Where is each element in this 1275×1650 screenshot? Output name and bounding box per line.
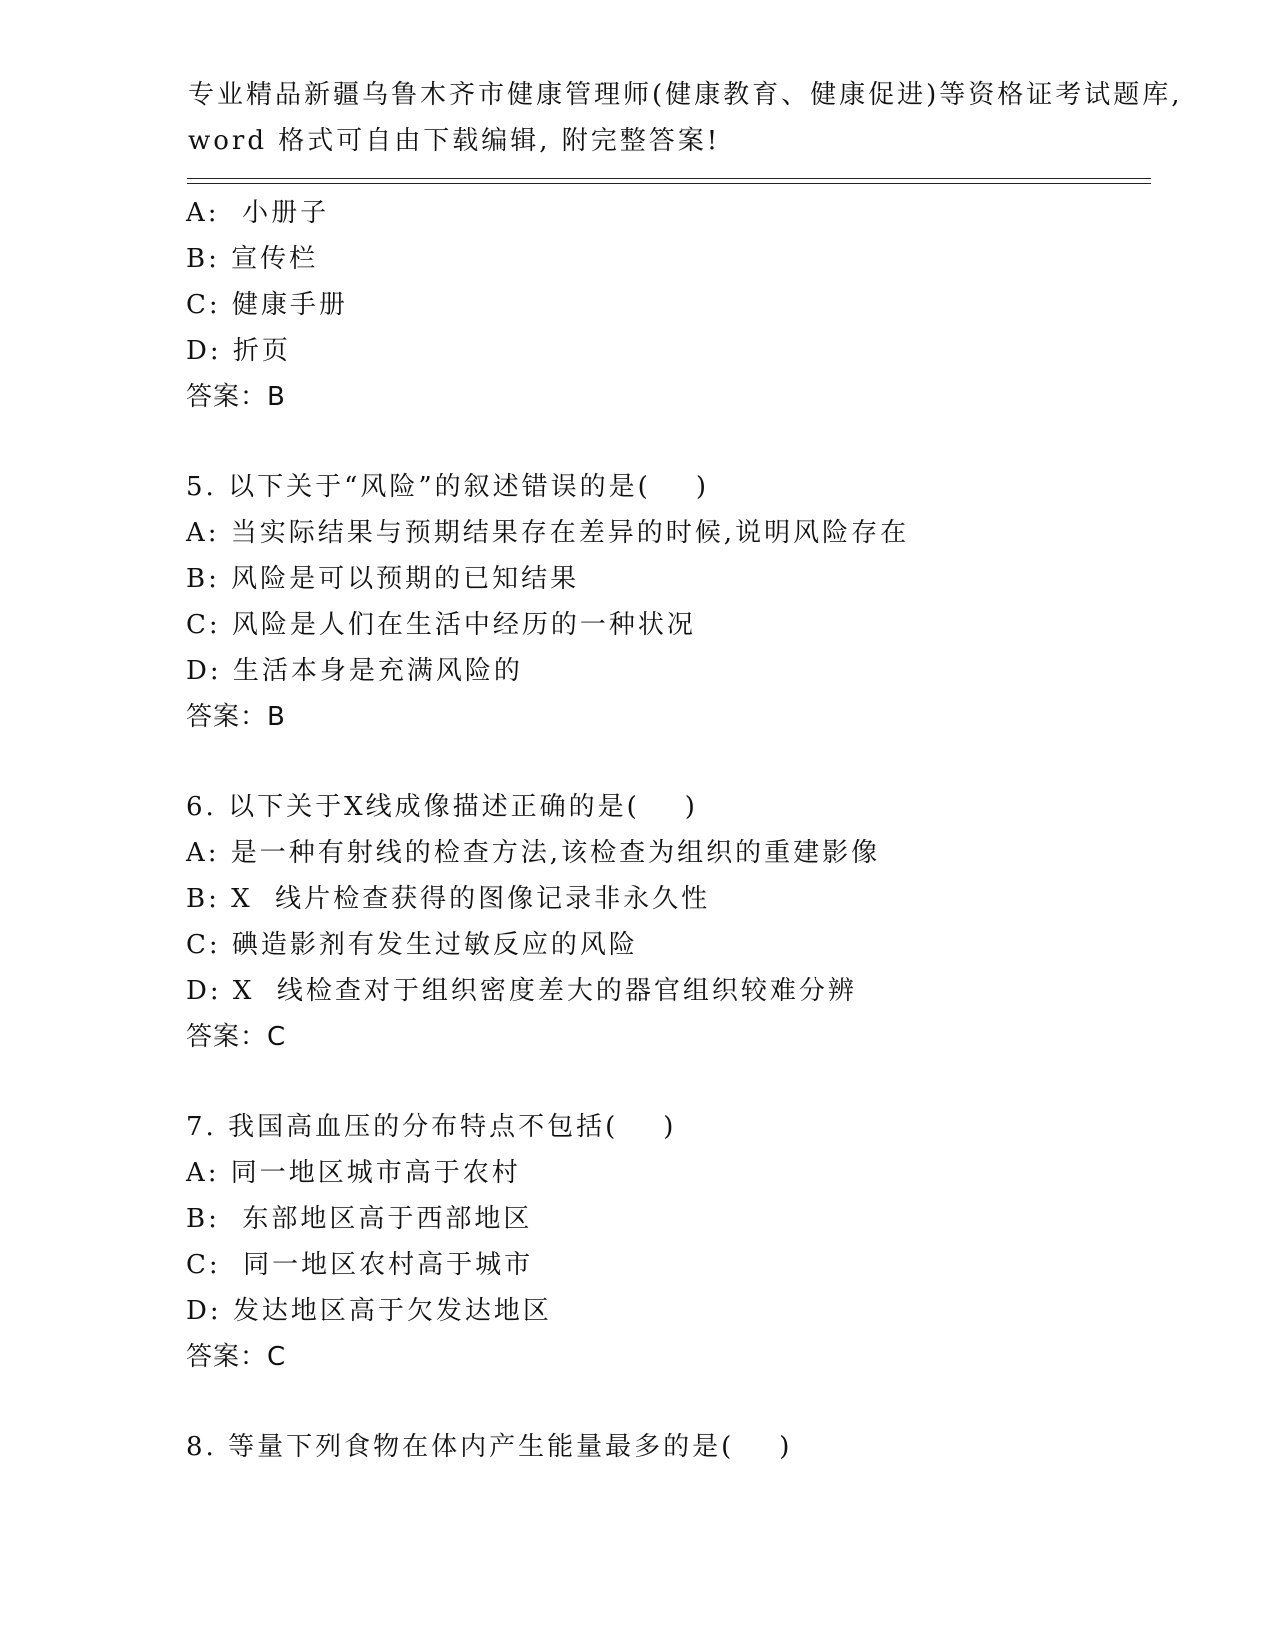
option-d: D: 发达地区高于欠发达地区 xyxy=(186,1296,552,1326)
answer: 答案：B xyxy=(186,382,286,412)
question-text: 6. 以下关于X线成像描述正确的是( ) xyxy=(186,792,698,822)
option-a: A: 小册子 xyxy=(186,198,330,228)
option-c: C: 健康手册 xyxy=(186,290,348,320)
answer: 答案：B xyxy=(186,702,286,732)
header-line-1: 专业精品新疆乌鲁木齐市健康管理师(健康教育、健康促进)等资格证考试题库, xyxy=(188,80,1183,110)
question-text: 7. 我国高血压的分布特点不包括( ) xyxy=(186,1112,677,1142)
question-text: 8. 等量下列食物在体内产生能量最多的是( ) xyxy=(186,1432,793,1462)
option-b: B: 宣传栏 xyxy=(186,244,319,274)
option-c: C: 碘造影剂有发生过敏反应的风险 xyxy=(186,930,638,960)
option-a: A: 同一地区城市高于农村 xyxy=(186,1158,521,1188)
question-5-block xyxy=(186,464,1146,740)
option-b: B: 东部地区高于西部地区 xyxy=(186,1204,533,1234)
header-divider xyxy=(187,178,1151,184)
document-header xyxy=(188,72,1183,164)
header-line-2: word 格式可自由下载编辑, 附完整答案! xyxy=(188,126,721,156)
question-text: 5. 以下关于“风险”的叙述错误的是( ) xyxy=(186,472,710,502)
option-b: B: X 线片检查获得的图像记录非永久性 xyxy=(186,884,711,914)
question-8-block xyxy=(186,1424,1146,1470)
question-list xyxy=(186,190,1146,1470)
option-c: C: 风险是人们在生活中经历的一种状况 xyxy=(186,610,696,640)
option-d: D: 生活本身是充满风险的 xyxy=(186,656,523,686)
option-d: D: X 线检查对于组织密度差大的器官组织较难分辨 xyxy=(186,976,857,1006)
answer: 答案：C xyxy=(186,1342,287,1372)
option-a: A: 当实际结果与预期结果存在差异的时候,说明风险存在 xyxy=(186,518,910,548)
option-d: D: 折页 xyxy=(186,336,291,366)
question-7-block xyxy=(186,1104,1146,1380)
option-a: A: 是一种有射线的检查方法,该检查为组织的重建影像 xyxy=(186,838,881,868)
answer: 答案：C xyxy=(186,1022,287,1052)
question-4-block xyxy=(186,190,1146,420)
option-b: B: 风险是可以预期的已知结果 xyxy=(186,564,580,594)
question-6-block xyxy=(186,784,1146,1060)
option-c: C: 同一地区农村高于城市 xyxy=(186,1250,534,1280)
